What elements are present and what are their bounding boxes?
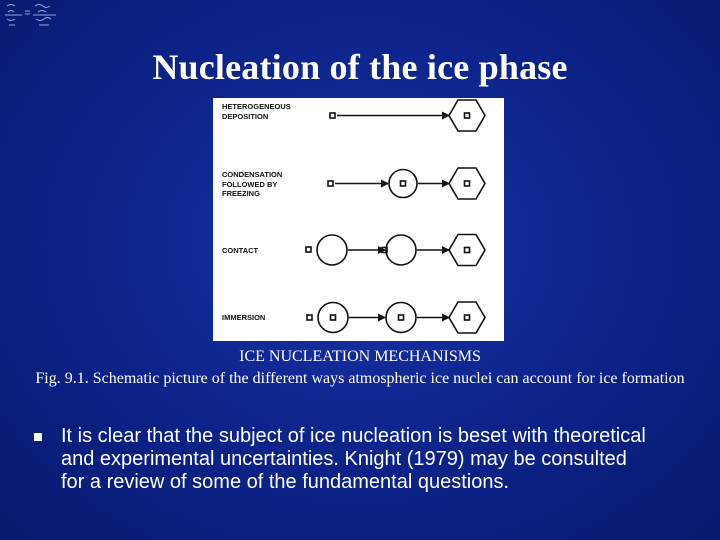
droplet-circle: [386, 303, 416, 333]
corner-equation-fragment: [2, 2, 62, 28]
ice-crystal-hexagon: [449, 100, 485, 131]
ice-crystal-hexagon: [449, 302, 485, 333]
ice-crystal-hexagon: [449, 168, 485, 199]
mechanism-label-immersion: IMMERSION: [222, 313, 266, 322]
nucleus-square: [465, 113, 470, 118]
nucleus-square: [399, 315, 404, 320]
square-bullet-icon: [34, 433, 42, 441]
figure-caption-text: Fig. 9.1. Schematic picture of the different ways atmospheric ice nuclei can account for ice formation: [35, 370, 685, 387]
deposition-row: [330, 100, 485, 131]
contact-row: [306, 235, 485, 266]
nucleus-square: [401, 181, 406, 186]
droplet-circle: [317, 235, 347, 265]
mechanism-diagram: [213, 98, 504, 341]
nucleus-square: [465, 181, 470, 186]
nucleus-square: [331, 315, 336, 320]
nucleus-square: [465, 315, 470, 320]
slide-title: Nucleation of the ice phase: [152, 47, 568, 87]
condensation-freezing-row: [328, 168, 485, 199]
figure-caption-heading: ICE NUCLEATION MECHANISMS: [239, 348, 481, 365]
nucleus-square: [307, 315, 312, 320]
nucleus-square: [330, 113, 335, 118]
droplet-circle: [389, 170, 417, 198]
nucleus-square: [306, 247, 311, 252]
droplet-circle: [318, 303, 348, 333]
nucleus-square: [465, 248, 470, 253]
ice-crystal-hexagon: [449, 235, 485, 266]
mechanism-label-deposition: HETEROGENEOUS DEPOSITION: [222, 102, 291, 121]
ice-nucleation-figure: [213, 98, 504, 341]
droplet-circle: [386, 235, 416, 265]
nucleus-square: [328, 181, 333, 186]
immersion-row: [307, 302, 485, 333]
mechanism-label-contact: CONTACT: [222, 246, 259, 255]
mechanism-label-condensation-freezing: CONDENSATION FOLLOWED BY FREEZING: [222, 170, 283, 198]
bullet-text: It is clear that the subject of ice nucleation is beset with theoretical and experimental uncertainties. Knight (1979) may be consulted for a review of some of the fundamental questions.: [61, 425, 646, 493]
